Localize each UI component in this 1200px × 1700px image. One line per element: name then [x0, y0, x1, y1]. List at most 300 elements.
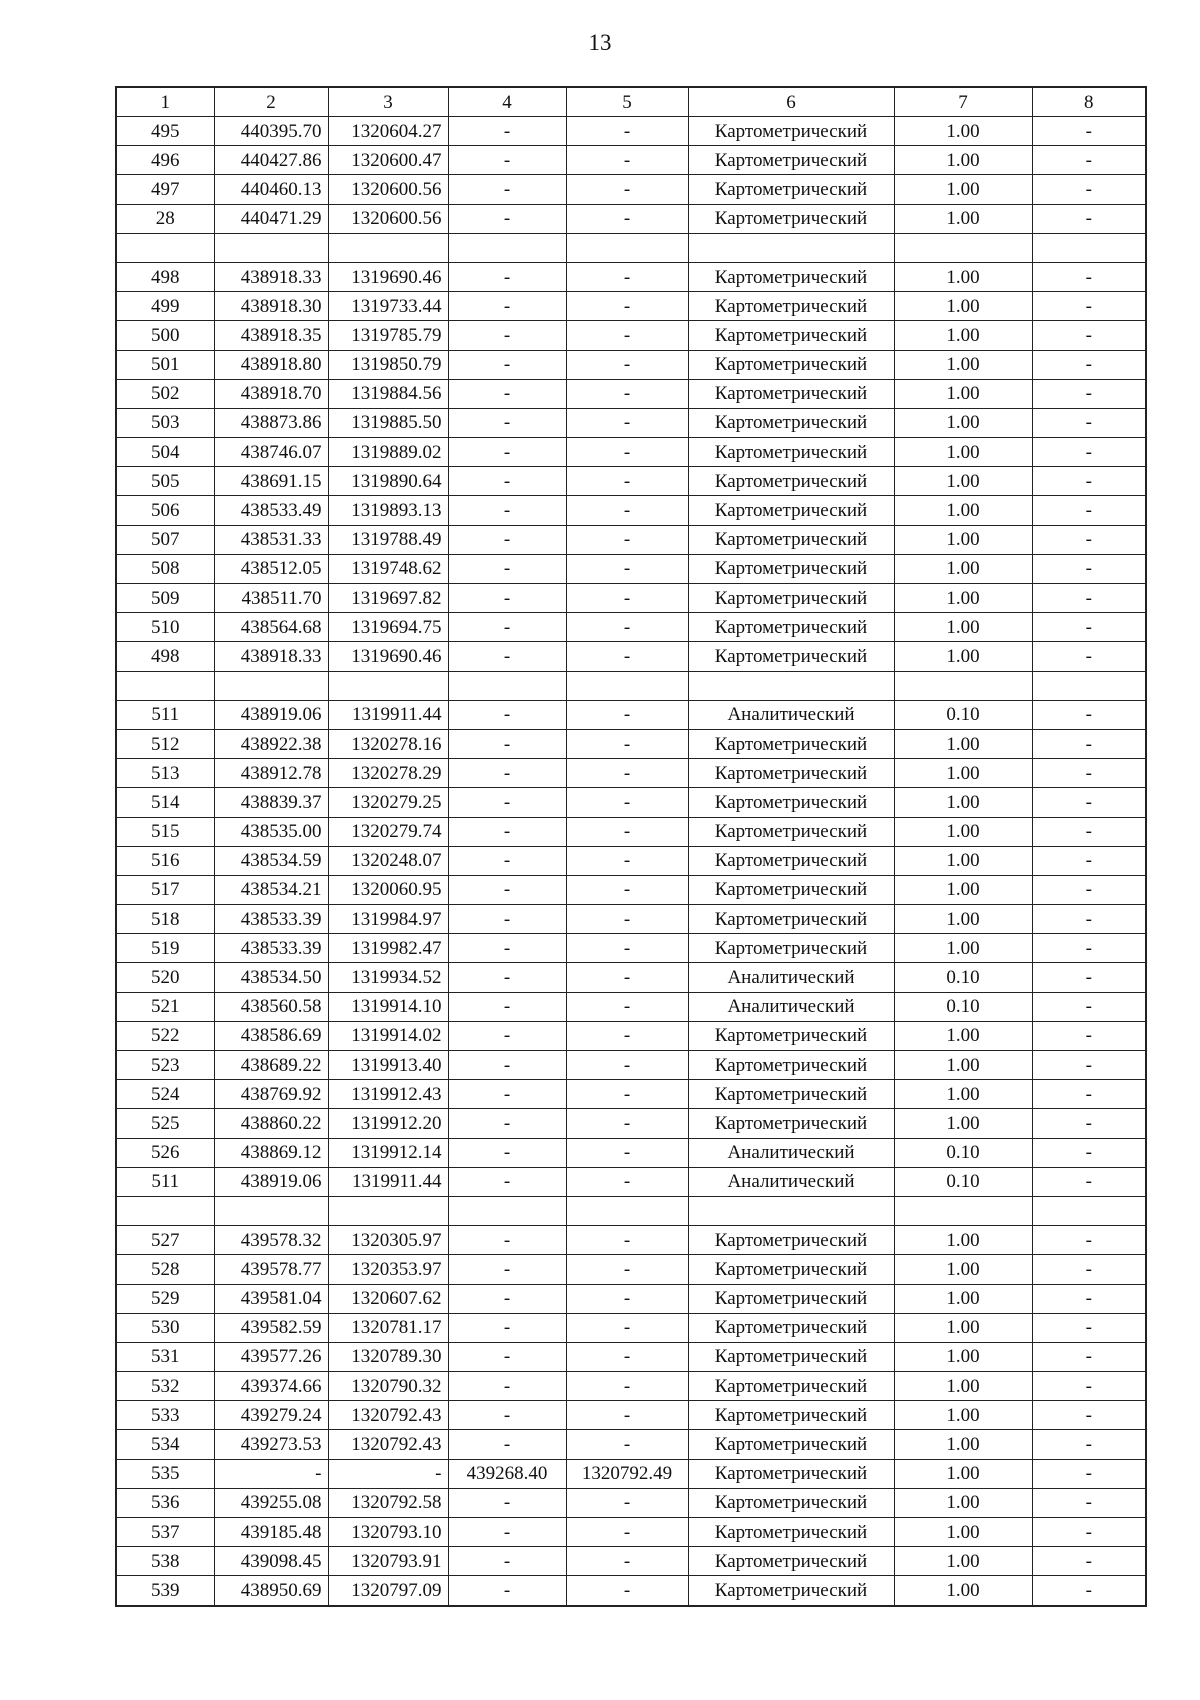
table-row [116, 1138, 1146, 1167]
point-number-cell: 506 [116, 496, 214, 525]
x-alt-coordinate-cell: - [448, 1138, 566, 1167]
method-cell: Аналитический [688, 700, 894, 729]
y-alt-coordinate-cell: - [566, 846, 688, 875]
point-number-cell: 514 [116, 788, 214, 817]
accuracy-cell: 0.10 [894, 1167, 1032, 1196]
y-alt-coordinate-cell [566, 671, 688, 700]
y-alt-coordinate-cell: - [566, 117, 688, 146]
header-cell: 8 [1032, 87, 1146, 117]
x-coordinate-cell: 438564.68 [214, 613, 328, 642]
accuracy-cell: 1.00 [894, 438, 1032, 467]
y-coordinate-cell: 1320792.43 [328, 1401, 448, 1430]
y-coordinate-cell: 1319785.79 [328, 321, 448, 350]
header-cell: 4 [448, 87, 566, 117]
point-number-cell [116, 1196, 214, 1225]
y-coordinate-cell: 1319694.75 [328, 613, 448, 642]
method-cell: Картометрический [688, 262, 894, 291]
method-cell: Аналитический [688, 1167, 894, 1196]
method-cell: Картометрический [688, 1255, 894, 1284]
x-alt-coordinate-cell: - [448, 1488, 566, 1517]
x-alt-coordinate-cell: - [448, 1167, 566, 1196]
x-alt-coordinate-cell: - [448, 204, 566, 233]
y-alt-coordinate-cell: - [566, 554, 688, 583]
table-row [116, 438, 1146, 467]
x-alt-coordinate-cell: - [448, 1255, 566, 1284]
header-cell: 2 [214, 87, 328, 117]
description-cell: - [1032, 408, 1146, 437]
y-coordinate-cell: 1319889.02 [328, 438, 448, 467]
point-number-cell: 515 [116, 817, 214, 846]
y-alt-coordinate-cell: - [566, 788, 688, 817]
x-alt-coordinate-cell: - [448, 146, 566, 175]
description-cell: - [1032, 1313, 1146, 1342]
x-coordinate-cell: 439185.48 [214, 1518, 328, 1547]
method-cell: Картометрический [688, 759, 894, 788]
y-coordinate-cell: 1319733.44 [328, 292, 448, 321]
accuracy-cell: 1.00 [894, 204, 1032, 233]
y-alt-coordinate-cell: - [566, 467, 688, 496]
point-number-cell: 511 [116, 1167, 214, 1196]
table-row [116, 204, 1146, 233]
y-coordinate-cell: 1319697.82 [328, 584, 448, 613]
method-cell: Картометрический [688, 1021, 894, 1050]
accuracy-cell: 1.00 [894, 321, 1032, 350]
table-separator-row [116, 671, 1146, 700]
x-alt-coordinate-cell: - [448, 700, 566, 729]
y-coordinate-cell: 1320600.47 [328, 146, 448, 175]
description-cell: - [1032, 905, 1146, 934]
y-coordinate-cell: 1319885.50 [328, 408, 448, 437]
y-coordinate-cell: 1320790.32 [328, 1372, 448, 1401]
point-number-cell: 496 [116, 146, 214, 175]
description-cell [1032, 1196, 1146, 1225]
x-alt-coordinate-cell: - [448, 117, 566, 146]
header-cell: 5 [566, 87, 688, 117]
y-alt-coordinate-cell: - [566, 146, 688, 175]
description-cell: - [1032, 1576, 1146, 1606]
accuracy-cell: 1.00 [894, 1430, 1032, 1459]
method-cell: Картометрический [688, 438, 894, 467]
y-alt-coordinate-cell [566, 1196, 688, 1225]
accuracy-cell: 1.00 [894, 525, 1032, 554]
x-coordinate-cell: 438918.80 [214, 350, 328, 379]
table-row [116, 1459, 1146, 1488]
method-cell: Картометрический [688, 1547, 894, 1576]
table-row [116, 1342, 1146, 1371]
table-row [116, 584, 1146, 613]
table-row [116, 875, 1146, 904]
description-cell: - [1032, 146, 1146, 175]
method-cell: Картометрический [688, 817, 894, 846]
description-cell: - [1032, 817, 1146, 846]
x-alt-coordinate-cell: - [448, 1284, 566, 1313]
accuracy-cell: 1.00 [894, 408, 1032, 437]
x-coordinate-cell: 438533.39 [214, 905, 328, 934]
method-cell [688, 671, 894, 700]
method-cell: Картометрический [688, 905, 894, 934]
x-alt-coordinate-cell: - [448, 584, 566, 613]
accuracy-cell: 1.00 [894, 467, 1032, 496]
description-cell: - [1032, 1518, 1146, 1547]
description-cell: - [1032, 700, 1146, 729]
description-cell: - [1032, 1284, 1146, 1313]
accuracy-cell: 1.00 [894, 642, 1032, 671]
x-coordinate-cell: 439582.59 [214, 1313, 328, 1342]
table-row [116, 788, 1146, 817]
method-cell: Картометрический [688, 408, 894, 437]
x-coordinate-cell: 438912.78 [214, 759, 328, 788]
x-coordinate-cell: 438869.12 [214, 1138, 328, 1167]
table-row [116, 1313, 1146, 1342]
table-row [116, 934, 1146, 963]
x-coordinate-cell: 439255.08 [214, 1488, 328, 1517]
accuracy-cell: 1.00 [894, 1226, 1032, 1255]
x-coordinate-cell: 438919.06 [214, 1167, 328, 1196]
table-separator-row [116, 233, 1146, 262]
y-coordinate-cell: 1319850.79 [328, 350, 448, 379]
x-alt-coordinate-cell: - [448, 788, 566, 817]
description-cell: - [1032, 934, 1146, 963]
table-body [116, 87, 1146, 1606]
table-row [116, 613, 1146, 642]
point-number-cell: 28 [116, 204, 214, 233]
point-number-cell: 527 [116, 1226, 214, 1255]
x-coordinate-cell: 440471.29 [214, 204, 328, 233]
y-alt-coordinate-cell: - [566, 905, 688, 934]
page-number: 13 [588, 30, 612, 55]
point-number-cell: 512 [116, 729, 214, 758]
method-cell: Картометрический [688, 1109, 894, 1138]
y-coordinate-cell: 1320793.91 [328, 1547, 448, 1576]
y-alt-coordinate-cell: - [566, 1547, 688, 1576]
y-coordinate-cell: 1319690.46 [328, 262, 448, 291]
x-alt-coordinate-cell: - [448, 1342, 566, 1371]
x-alt-coordinate-cell: - [448, 846, 566, 875]
y-alt-coordinate-cell: - [566, 992, 688, 1021]
point-number-cell: 505 [116, 467, 214, 496]
table-row [116, 846, 1146, 875]
point-number-cell: 499 [116, 292, 214, 321]
x-coordinate-cell: 439578.32 [214, 1226, 328, 1255]
accuracy-cell: 1.00 [894, 1080, 1032, 1109]
accuracy-cell: 1.00 [894, 584, 1032, 613]
x-coordinate-cell: 438691.15 [214, 467, 328, 496]
y-coordinate-cell: 1320789.30 [328, 1342, 448, 1371]
y-coordinate-cell: 1319914.10 [328, 992, 448, 1021]
x-alt-coordinate-cell: 439268.40 [448, 1459, 566, 1488]
accuracy-cell: 0.10 [894, 992, 1032, 1021]
y-alt-coordinate-cell: - [566, 175, 688, 204]
point-number-cell: 539 [116, 1576, 214, 1606]
y-coordinate-cell: 1320353.97 [328, 1255, 448, 1284]
x-alt-coordinate-cell [448, 1196, 566, 1225]
y-coordinate-cell: 1320279.74 [328, 817, 448, 846]
x-coordinate-cell: 440460.13 [214, 175, 328, 204]
x-coordinate-cell: 438586.69 [214, 1021, 328, 1050]
x-coordinate-cell: 438534.59 [214, 846, 328, 875]
table-row [116, 1167, 1146, 1196]
x-alt-coordinate-cell: - [448, 1021, 566, 1050]
x-coordinate-cell: 440427.86 [214, 146, 328, 175]
description-cell: - [1032, 438, 1146, 467]
y-coordinate-cell: 1320278.16 [328, 729, 448, 758]
x-alt-coordinate-cell: - [448, 729, 566, 758]
method-cell: Картометрический [688, 525, 894, 554]
y-alt-coordinate-cell: - [566, 1401, 688, 1430]
method-cell: Картометрический [688, 117, 894, 146]
accuracy-cell: 1.00 [894, 350, 1032, 379]
y-alt-coordinate-cell: - [566, 408, 688, 437]
point-number-cell: 534 [116, 1430, 214, 1459]
accuracy-cell: 1.00 [894, 905, 1032, 934]
x-alt-coordinate-cell: - [448, 1372, 566, 1401]
method-cell: Картометрический [688, 1488, 894, 1517]
table-row [116, 379, 1146, 408]
method-cell: Картометрический [688, 613, 894, 642]
method-cell: Картометрический [688, 496, 894, 525]
y-alt-coordinate-cell: - [566, 875, 688, 904]
y-coordinate-cell: 1319912.20 [328, 1109, 448, 1138]
accuracy-cell: 1.00 [894, 175, 1032, 204]
y-alt-coordinate-cell: - [566, 1342, 688, 1371]
x-coordinate-cell: 438918.33 [214, 262, 328, 291]
y-coordinate-cell [328, 233, 448, 262]
table-row [116, 1488, 1146, 1517]
table-row [116, 175, 1146, 204]
method-cell [688, 1196, 894, 1225]
method-cell: Картометрический [688, 1313, 894, 1342]
description-cell: - [1032, 729, 1146, 758]
accuracy-cell: 1.00 [894, 1372, 1032, 1401]
x-coordinate-cell: 438534.50 [214, 963, 328, 992]
description-cell: - [1032, 642, 1146, 671]
y-coordinate-cell [328, 1196, 448, 1225]
method-cell: Картометрический [688, 1372, 894, 1401]
x-alt-coordinate-cell: - [448, 350, 566, 379]
description-cell: - [1032, 1401, 1146, 1430]
description-cell: - [1032, 1138, 1146, 1167]
point-number-cell: 526 [116, 1138, 214, 1167]
description-cell: - [1032, 117, 1146, 146]
accuracy-cell: 1.00 [894, 1401, 1032, 1430]
y-coordinate-cell: 1319690.46 [328, 642, 448, 671]
description-cell: - [1032, 1430, 1146, 1459]
y-alt-coordinate-cell: - [566, 642, 688, 671]
y-coordinate-cell: 1320278.29 [328, 759, 448, 788]
point-number-cell: 508 [116, 554, 214, 583]
point-number-cell: 518 [116, 905, 214, 934]
method-cell: Картометрический [688, 875, 894, 904]
x-coordinate-cell: 439577.26 [214, 1342, 328, 1371]
accuracy-cell: 1.00 [894, 1284, 1032, 1313]
method-cell: Картометрический [688, 292, 894, 321]
accuracy-cell: 1.00 [894, 117, 1032, 146]
method-cell: Картометрический [688, 788, 894, 817]
accuracy-cell: 0.10 [894, 1138, 1032, 1167]
x-coordinate-cell: 439273.53 [214, 1430, 328, 1459]
accuracy-cell: 1.00 [894, 613, 1032, 642]
accuracy-cell: 1.00 [894, 496, 1032, 525]
description-cell: - [1032, 321, 1146, 350]
x-alt-coordinate-cell: - [448, 525, 566, 554]
y-coordinate-cell: 1320797.09 [328, 1576, 448, 1606]
x-alt-coordinate-cell: - [448, 1430, 566, 1459]
y-coordinate-cell: 1319984.97 [328, 905, 448, 934]
method-cell: Картометрический [688, 350, 894, 379]
x-coordinate-cell: 438535.00 [214, 817, 328, 846]
accuracy-cell: 1.00 [894, 1342, 1032, 1371]
point-number-cell: 520 [116, 963, 214, 992]
x-alt-coordinate-cell: - [448, 1518, 566, 1547]
point-number-cell: 509 [116, 584, 214, 613]
accuracy-cell: 1.00 [894, 1518, 1032, 1547]
x-coordinate-cell: 439098.45 [214, 1547, 328, 1576]
x-alt-coordinate-cell: - [448, 817, 566, 846]
table-row [116, 117, 1146, 146]
y-coordinate-cell: 1319912.14 [328, 1138, 448, 1167]
header-cell: 6 [688, 87, 894, 117]
accuracy-cell: 1.00 [894, 1576, 1032, 1606]
table-row [116, 496, 1146, 525]
y-alt-coordinate-cell: - [566, 262, 688, 291]
accuracy-cell: 1.00 [894, 1109, 1032, 1138]
x-coordinate-cell: 438919.06 [214, 700, 328, 729]
accuracy-cell [894, 233, 1032, 262]
x-coordinate-cell: 438922.38 [214, 729, 328, 758]
point-number-cell: 501 [116, 350, 214, 379]
table-row [116, 146, 1146, 175]
description-cell [1032, 233, 1146, 262]
x-coordinate-cell: 438746.07 [214, 438, 328, 467]
x-alt-coordinate-cell: - [448, 759, 566, 788]
x-coordinate-cell: 439374.66 [214, 1372, 328, 1401]
y-alt-coordinate-cell: - [566, 963, 688, 992]
method-cell: Картометрический [688, 1284, 894, 1313]
y-alt-coordinate-cell: - [566, 204, 688, 233]
y-coordinate-cell: 1320279.25 [328, 788, 448, 817]
accuracy-cell: 0.10 [894, 700, 1032, 729]
point-number-cell: 504 [116, 438, 214, 467]
x-alt-coordinate-cell: - [448, 1226, 566, 1255]
method-cell: Картометрический [688, 1430, 894, 1459]
x-coordinate-cell: 438873.86 [214, 408, 328, 437]
y-alt-coordinate-cell: - [566, 496, 688, 525]
header-cell: 1 [116, 87, 214, 117]
x-alt-coordinate-cell: - [448, 613, 566, 642]
description-cell: - [1032, 1372, 1146, 1401]
y-alt-coordinate-cell: - [566, 934, 688, 963]
y-coordinate-cell: 1320792.58 [328, 1488, 448, 1517]
y-coordinate-cell: 1319748.62 [328, 554, 448, 583]
table-row [116, 642, 1146, 671]
header-cell: 3 [328, 87, 448, 117]
x-coordinate-cell: 439578.77 [214, 1255, 328, 1284]
x-alt-coordinate-cell: - [448, 175, 566, 204]
method-cell: Картометрический [688, 1518, 894, 1547]
method-cell: Картометрический [688, 1226, 894, 1255]
method-cell [688, 233, 894, 262]
table-row [116, 1430, 1146, 1459]
y-alt-coordinate-cell: - [566, 1255, 688, 1284]
x-alt-coordinate-cell: - [448, 1313, 566, 1342]
description-cell: - [1032, 1109, 1146, 1138]
table-row [116, 262, 1146, 291]
accuracy-cell: 0.10 [894, 963, 1032, 992]
table-separator-row [116, 1196, 1146, 1225]
table-row [116, 817, 1146, 846]
y-alt-coordinate-cell: - [566, 1051, 688, 1080]
x-alt-coordinate-cell: - [448, 379, 566, 408]
table-row [116, 963, 1146, 992]
point-number-cell: 525 [116, 1109, 214, 1138]
y-coordinate-cell: 1319788.49 [328, 525, 448, 554]
description-cell: - [1032, 1459, 1146, 1488]
x-coordinate-cell: - [214, 1459, 328, 1488]
y-coordinate-cell: 1320781.17 [328, 1313, 448, 1342]
accuracy-cell: 1.00 [894, 934, 1032, 963]
y-coordinate-cell: 1319884.56 [328, 379, 448, 408]
x-coordinate-cell: 438918.30 [214, 292, 328, 321]
x-alt-coordinate-cell: - [448, 905, 566, 934]
y-alt-coordinate-cell: - [566, 584, 688, 613]
description-cell: - [1032, 1255, 1146, 1284]
x-alt-coordinate-cell: - [448, 875, 566, 904]
y-coordinate-cell: 1319982.47 [328, 934, 448, 963]
y-coordinate-cell: 1319934.52 [328, 963, 448, 992]
y-coordinate-cell: 1320607.62 [328, 1284, 448, 1313]
x-coordinate-cell: 438534.21 [214, 875, 328, 904]
point-number-cell: 535 [116, 1459, 214, 1488]
x-coordinate-cell: 438918.33 [214, 642, 328, 671]
point-number-cell: 529 [116, 1284, 214, 1313]
accuracy-cell: 1.00 [894, 875, 1032, 904]
method-cell: Картометрический [688, 1080, 894, 1109]
y-coordinate-cell: 1319893.13 [328, 496, 448, 525]
y-alt-coordinate-cell: - [566, 525, 688, 554]
y-alt-coordinate-cell: - [566, 350, 688, 379]
table-row [116, 1284, 1146, 1313]
x-alt-coordinate-cell: - [448, 1109, 566, 1138]
method-cell: Картометрический [688, 1342, 894, 1371]
point-number-cell [116, 671, 214, 700]
x-alt-coordinate-cell: - [448, 438, 566, 467]
table-row [116, 1051, 1146, 1080]
x-coordinate-cell: 438533.39 [214, 934, 328, 963]
x-alt-coordinate-cell: - [448, 1547, 566, 1576]
table-row [116, 1372, 1146, 1401]
accuracy-cell: 1.00 [894, 788, 1032, 817]
method-cell: Картометрический [688, 1576, 894, 1606]
y-coordinate-cell: 1319911.44 [328, 700, 448, 729]
y-alt-coordinate-cell: - [566, 700, 688, 729]
method-cell: Картометрический [688, 146, 894, 175]
point-number-cell: 503 [116, 408, 214, 437]
description-cell: - [1032, 554, 1146, 583]
x-alt-coordinate-cell: - [448, 262, 566, 291]
header-cell: 7 [894, 87, 1032, 117]
table-row [116, 1226, 1146, 1255]
description-cell: - [1032, 1167, 1146, 1196]
method-cell: Картометрический [688, 642, 894, 671]
x-alt-coordinate-cell: - [448, 642, 566, 671]
point-number-cell: 513 [116, 759, 214, 788]
description-cell: - [1032, 525, 1146, 554]
y-alt-coordinate-cell: - [566, 1167, 688, 1196]
x-alt-coordinate-cell: - [448, 496, 566, 525]
point-number-cell: 528 [116, 1255, 214, 1284]
point-number-cell: 497 [116, 175, 214, 204]
point-number-cell: 502 [116, 379, 214, 408]
